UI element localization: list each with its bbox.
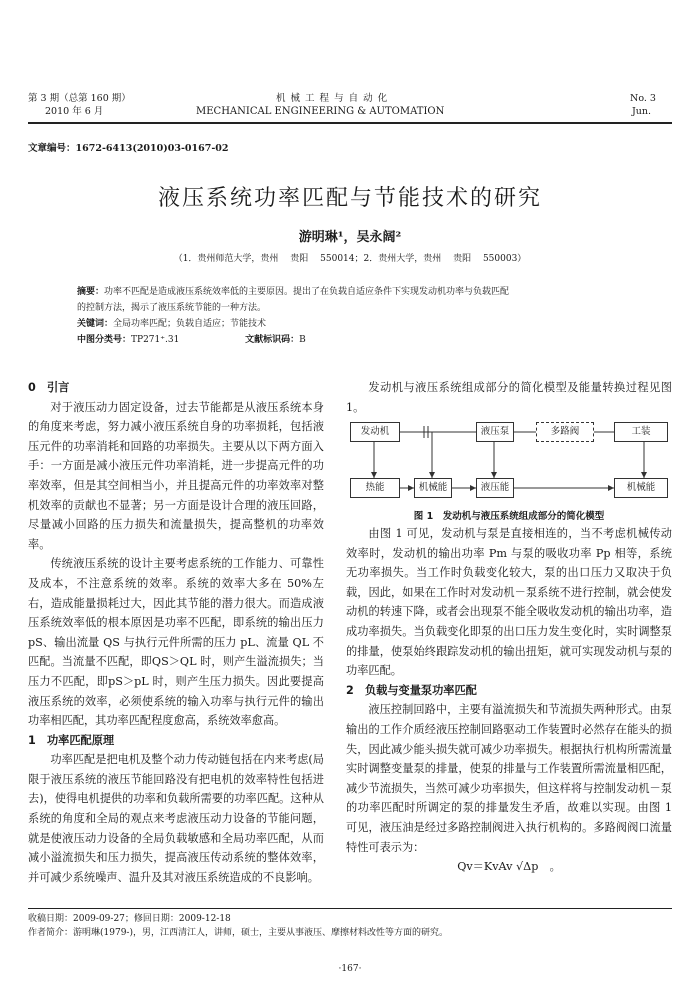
paragraph: 由图 1 可见，发动机与泵是直接相连的，当不考虑机械传动效率时，发动机的输出功率 Pm 与泵的吸收功率 Pp 相等，系统无功率损失。当工作时负载变化较大，泵的出口压力又取决于负载，因此，如果在工作时对发动机－泵系统不进行控制，就会使发动机的转速下降，或者会出现泵不能全吸收发动机的输出功率，造成功率损失。当负载变化即泵的出口压力发生变化时，实时调整泵的排量，使泵始终跟踪发动机的输出扭矩，就可实现发动机与泵的功率匹配。 (346, 527, 672, 678)
work-device-box: 工装 (614, 422, 668, 442)
abstract (77, 285, 637, 347)
valve-box: 多路阀 (536, 422, 594, 442)
issue-en: No. 3 (630, 93, 656, 104)
clc-label: 中图分类号： (77, 335, 132, 345)
left-column (28, 378, 324, 887)
engine-box: 发动机 (350, 422, 400, 442)
keywords: 全局功率匹配；负载自适应；节能技术 (113, 319, 267, 329)
heat-energy-box: 热能 (350, 478, 400, 498)
page-number: ·167· (338, 964, 362, 974)
received-dates: 收稿日期：2009-09-27；修回日期：2009-12-18 (28, 914, 231, 924)
authors: 游明琳¹，吴永阔² (298, 230, 402, 245)
month-en: Jun. (632, 106, 652, 117)
header-rule (28, 122, 672, 124)
paragraph: 功率匹配是把电机及整个动力传动链包括在内来考虑(局限于液压系统的液压节能回路没有把电机的效率特性包括进去)，使得电机提供的功率和负载所需要的功率匹配。这种从系统的角度和全局的观点来考虑液压动力设备的节能问题，就是使液压动力设备的全局负载敏感和全局功率匹配，从而减小溢流损失和压力损失，提高液压传动系统的整体效率，并可减少系统噪声、温升及其对液压系统造成的不良影响。 (28, 753, 324, 884)
article-number: 文章编号：1672-6413(2010)03-0167-02 (28, 143, 229, 154)
doc-code-label: 文献标识码： (245, 335, 300, 345)
paragraph: 对于液压动力固定设备，过去节能都是从液压系统本身的角度来考虑，努力减小液压系统自身的功率损耗，包括液压元件的功率消耗和回路的功率损失。主要从以下两方面入手：一方面是减小液压元件功率消耗，进一步提高元件的功率效率，但是其空间相当小，并且提高元件的功率效率对整机效率的贡献也不显著；另一方面是设计合理的液压回路，尽量减小回路的压力损失和流量损失，提高整机的功率效率。 (28, 400, 324, 551)
paragraph: 液压控制回路中，主要有溢流损失和节流损失两种形式。由泵输出的工作介质经液压控制回路驱动工作装置时必然存在能头的损失，因此减少能头损失就可减少功率损失。根据执行机构所需流量实时调整变量泵的排量，使泵的排量与工作装置所需流量相匹配，减少节流损失，当然可减少功率损失，但这样将与控制发动机－泵的功率匹配时所调定的泵的排量发生矛盾，故难以实现。由图 1 可见，液压油是经过多路控制阀进入执行机构的。多路阀阀口流量特性可表示为： (346, 703, 672, 854)
right-column-body (346, 524, 672, 877)
paper-title: 液压系统功率匹配与节能技术的研究 (157, 186, 542, 211)
figure-1-diagram (346, 418, 672, 504)
section-2-heading: 2 负载与变量泵功率匹配 (346, 683, 477, 697)
keywords-label: 关键词： (77, 319, 114, 329)
date-cn: 2010 年 6 月 (45, 106, 104, 117)
paragraph: 发动机与液压系统组成部分的简化模型及能量转换过程见图 1。 (346, 381, 672, 414)
figure-1-caption: 图 1 发动机与液压系统组成部分的简化模型 (413, 511, 605, 522)
section-1-heading: 1 功率匹配原理 (28, 733, 115, 747)
mechanical-energy-output-box: 机械能 (614, 478, 668, 498)
author-bio: 作者简介：游明琳(1979-)，男，江西清江人，讲师，硕士，主要从事液压、摩擦材料改性等方面的研究。 (28, 928, 448, 938)
mechanical-energy-box: 机械能 (414, 478, 452, 498)
flow-formula: Qv＝KvAv √Δp 。 (457, 860, 561, 874)
hydraulic-energy-box: 液压能 (476, 478, 514, 498)
issue-cn: 第 3 期（总第 160 期） (28, 93, 131, 104)
section-0-heading: 0 引言 (28, 381, 70, 394)
right-column (346, 378, 672, 417)
pump-box: 液压泵 (476, 422, 514, 442)
journal-title-en: MECHANICAL ENGINEERING & AUTOMATION (196, 106, 445, 117)
paragraph: 传统液压系统的设计主要考虑系统的工作能力、可靠性及成本，不注意系统的效率。系统的效率大多在 50%左右，造成能量损耗过大，因此其节能的潜力很大。而造成液压系统效率低的根本原因是功率不匹配，即系统的输出压力 pS、输出流量 QS 与执行元件所需的压力 pL、流量 QL 不匹配。当流量不匹配，即QS＞QL 时，则产生溢流损失；当压力不匹配，即pS＞pL 时，则产生压力损失。因此要提高液压系统的效率，必须使系统的输入功率与执行元件的输出功率相匹配，其功率匹配程度愈高，系统效率愈高。 (28, 557, 324, 728)
abstract-label: 摘要： (77, 287, 105, 297)
abstract-text-2: 的控制方法，揭示了液压系统节能的一种方法。 (77, 303, 267, 313)
journal-title-cn: 机 械 工 程 与 自 动 化 (276, 93, 389, 104)
abstract-text-1: 功率不匹配是造成液压系统效率低的主要原因。提出了在负载自适应条件下实现发动机功率与负载匹配 (104, 287, 510, 297)
clc-code: TP271⁺.31 (131, 335, 180, 345)
footer-rule (28, 908, 672, 909)
doc-code: B (299, 335, 306, 345)
affiliations: （1．贵州师范大学，贵州 贵阳 550014；2．贵州大学，贵州 贵阳 550003） (173, 254, 527, 264)
